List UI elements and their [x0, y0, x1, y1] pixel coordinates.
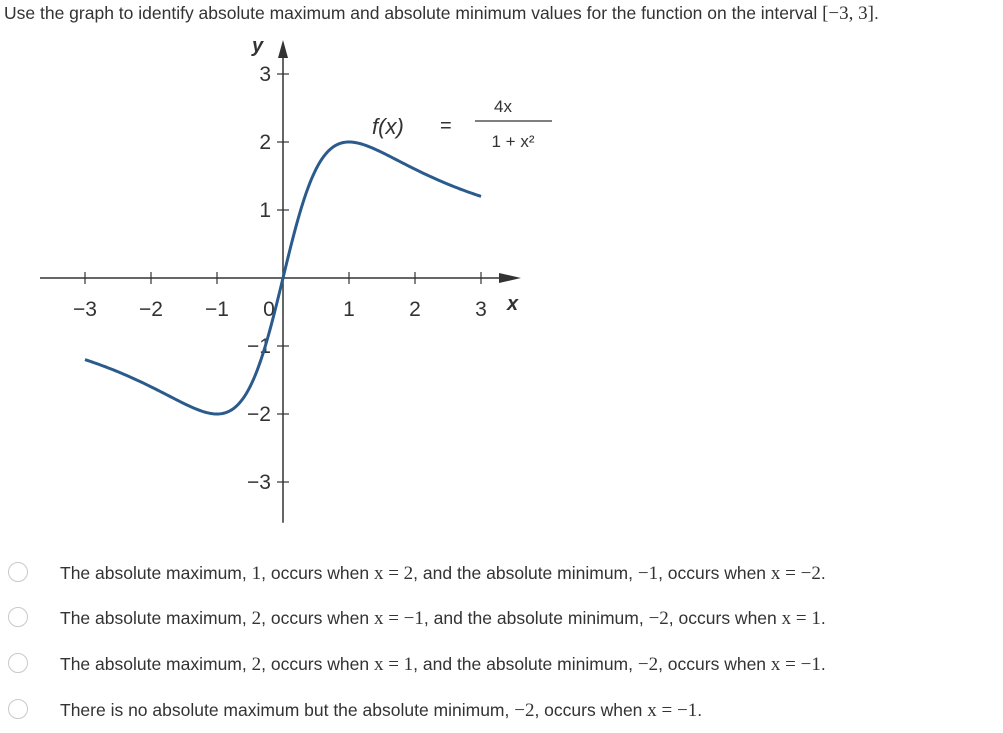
x-tick-label: −1: [205, 298, 229, 321]
x-axis-arrow: [499, 273, 521, 283]
answer-option-1[interactable]: [0, 552, 1003, 596]
y-tick-label: −3: [247, 471, 271, 494]
function-label-eq: =: [440, 115, 452, 137]
y-axis-label: y: [252, 35, 264, 57]
question-interval: [−3, 3]: [822, 3, 874, 24]
function-label-denominator: 1 + x²: [491, 132, 535, 151]
y-tick-label: 1: [259, 199, 271, 222]
radio-option-1[interactable]: [8, 562, 28, 582]
function-label-numerator: 4x: [494, 97, 512, 116]
y-axis-arrow: [278, 40, 288, 58]
answer-option-2[interactable]: [0, 597, 1003, 641]
answer-option-3[interactable]: [0, 643, 1003, 687]
y-tick-label: 3: [259, 63, 271, 86]
x-tick-label: −2: [139, 298, 163, 321]
answer-option-4[interactable]: [0, 689, 1003, 733]
y-tick-label: −1: [247, 335, 271, 358]
x-tick-label: 2: [409, 298, 421, 321]
option-2-text: The absolute maximum, 2, occurs when x = −1, and the absolute minimum, −2, occurs when x = 1.: [60, 608, 826, 629]
option-4-text: There is no absolute maximum but the absolute minimum, −2, occurs when x = −1.: [60, 700, 703, 721]
x-tick-label: 0: [263, 298, 275, 321]
question-end: .: [873, 3, 879, 23]
x-axis-label: x: [507, 293, 519, 315]
function-label-lhs: f(x): [372, 114, 404, 139]
y-tick-label: 2: [259, 131, 271, 154]
radio-option-3[interactable]: [8, 653, 28, 673]
y-tick-label: −2: [247, 403, 271, 426]
question-text: [4, 3, 879, 25]
x-tick-label: −3: [73, 298, 97, 321]
radio-option-4[interactable]: [8, 699, 28, 719]
function-label: [372, 97, 552, 151]
axes: [40, 40, 521, 523]
option-1-text: The absolute maximum, 1, occurs when x = 2, and the absolute minimum, −1, occurs when x = −2.: [60, 563, 826, 584]
x-tick-label: 3: [475, 298, 487, 321]
x-tick-label: 1: [343, 298, 355, 321]
radio-option-2[interactable]: [8, 607, 28, 627]
question-body: Use the graph to identify absolute maximum and absolute minimum values for the function on the interval: [4, 3, 818, 23]
function-graph: [0, 30, 560, 530]
option-3-text: The absolute maximum, 2, occurs when x = 1, and the absolute minimum, −2, occurs when x = −1.: [60, 654, 826, 675]
